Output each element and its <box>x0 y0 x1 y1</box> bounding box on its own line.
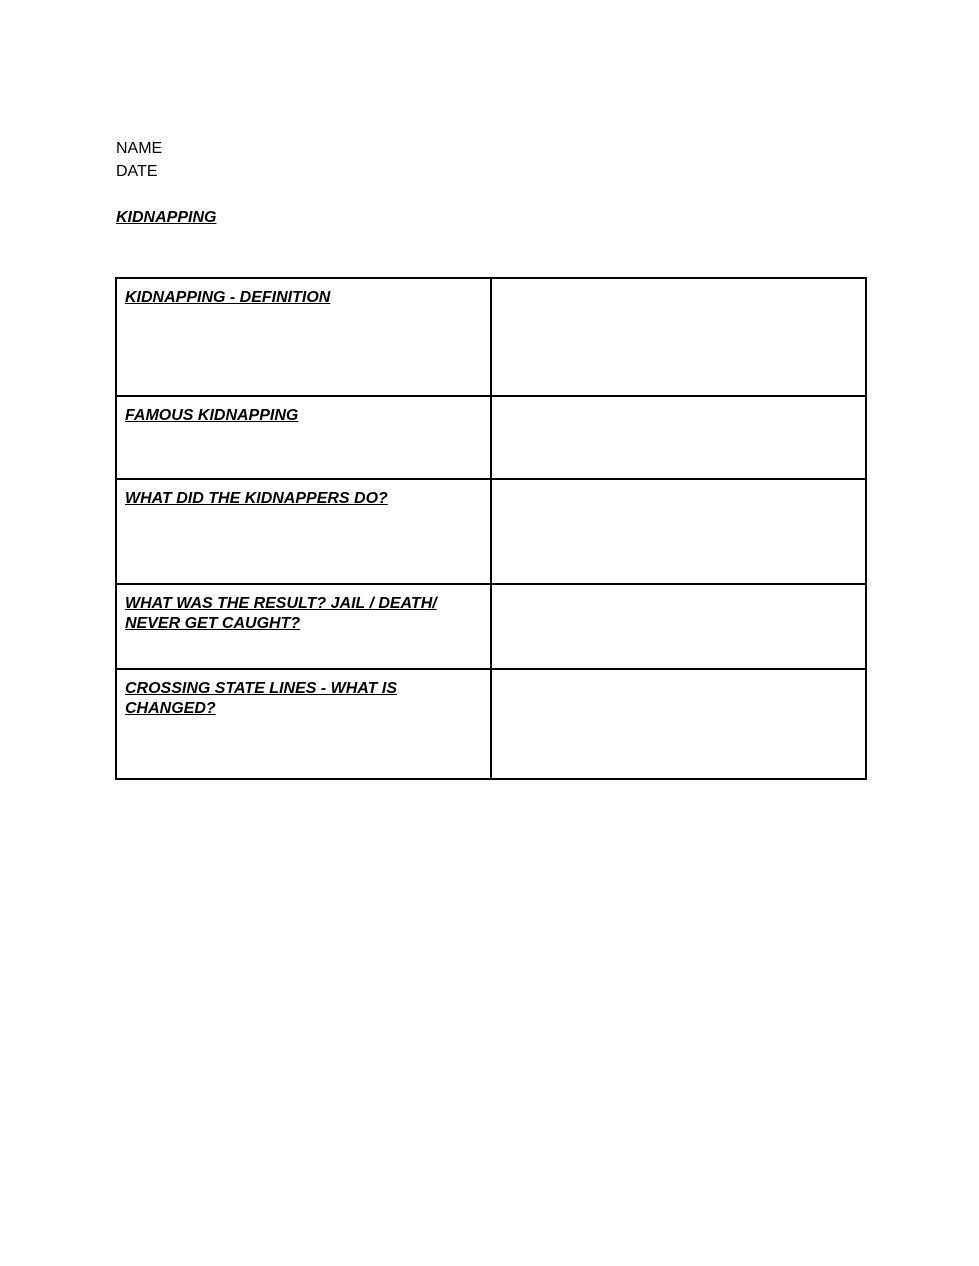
prompt-cell <box>116 584 491 669</box>
table-row <box>116 396 866 479</box>
prompt-text-line: NEVER GET CAUGHT? <box>125 615 301 632</box>
answer-cell[interactable] <box>491 669 866 779</box>
answer-cell[interactable] <box>491 278 866 396</box>
prompt-cell <box>116 396 491 479</box>
document-title: KIDNAPPING <box>116 209 217 226</box>
prompt-text-line: CHANGED? <box>125 700 216 717</box>
table-row <box>116 278 866 396</box>
table-row <box>116 584 866 669</box>
answer-cell[interactable] <box>491 479 866 584</box>
prompt-cell <box>116 669 491 779</box>
prompt-text-line: FAMOUS KIDNAPPING <box>125 407 299 424</box>
worksheet-table <box>115 277 867 780</box>
table-row <box>116 479 866 584</box>
prompt-text-line: WHAT DID THE KIDNAPPERS DO? <box>125 490 388 507</box>
prompt-cell <box>116 479 491 584</box>
prompt-text-line: CROSSING STATE LINES - WHAT IS <box>125 680 397 697</box>
table-row <box>116 669 866 779</box>
prompt-cell <box>116 278 491 396</box>
prompt-text-line: WHAT WAS THE RESULT? JAIL / DEATH/ <box>125 595 437 612</box>
answer-cell[interactable] <box>491 396 866 479</box>
name-label: NAME <box>116 140 163 157</box>
answer-cell[interactable] <box>491 584 866 669</box>
prompt-text-line: KIDNAPPING - DEFINITION <box>125 289 331 306</box>
date-label: DATE <box>116 163 158 180</box>
